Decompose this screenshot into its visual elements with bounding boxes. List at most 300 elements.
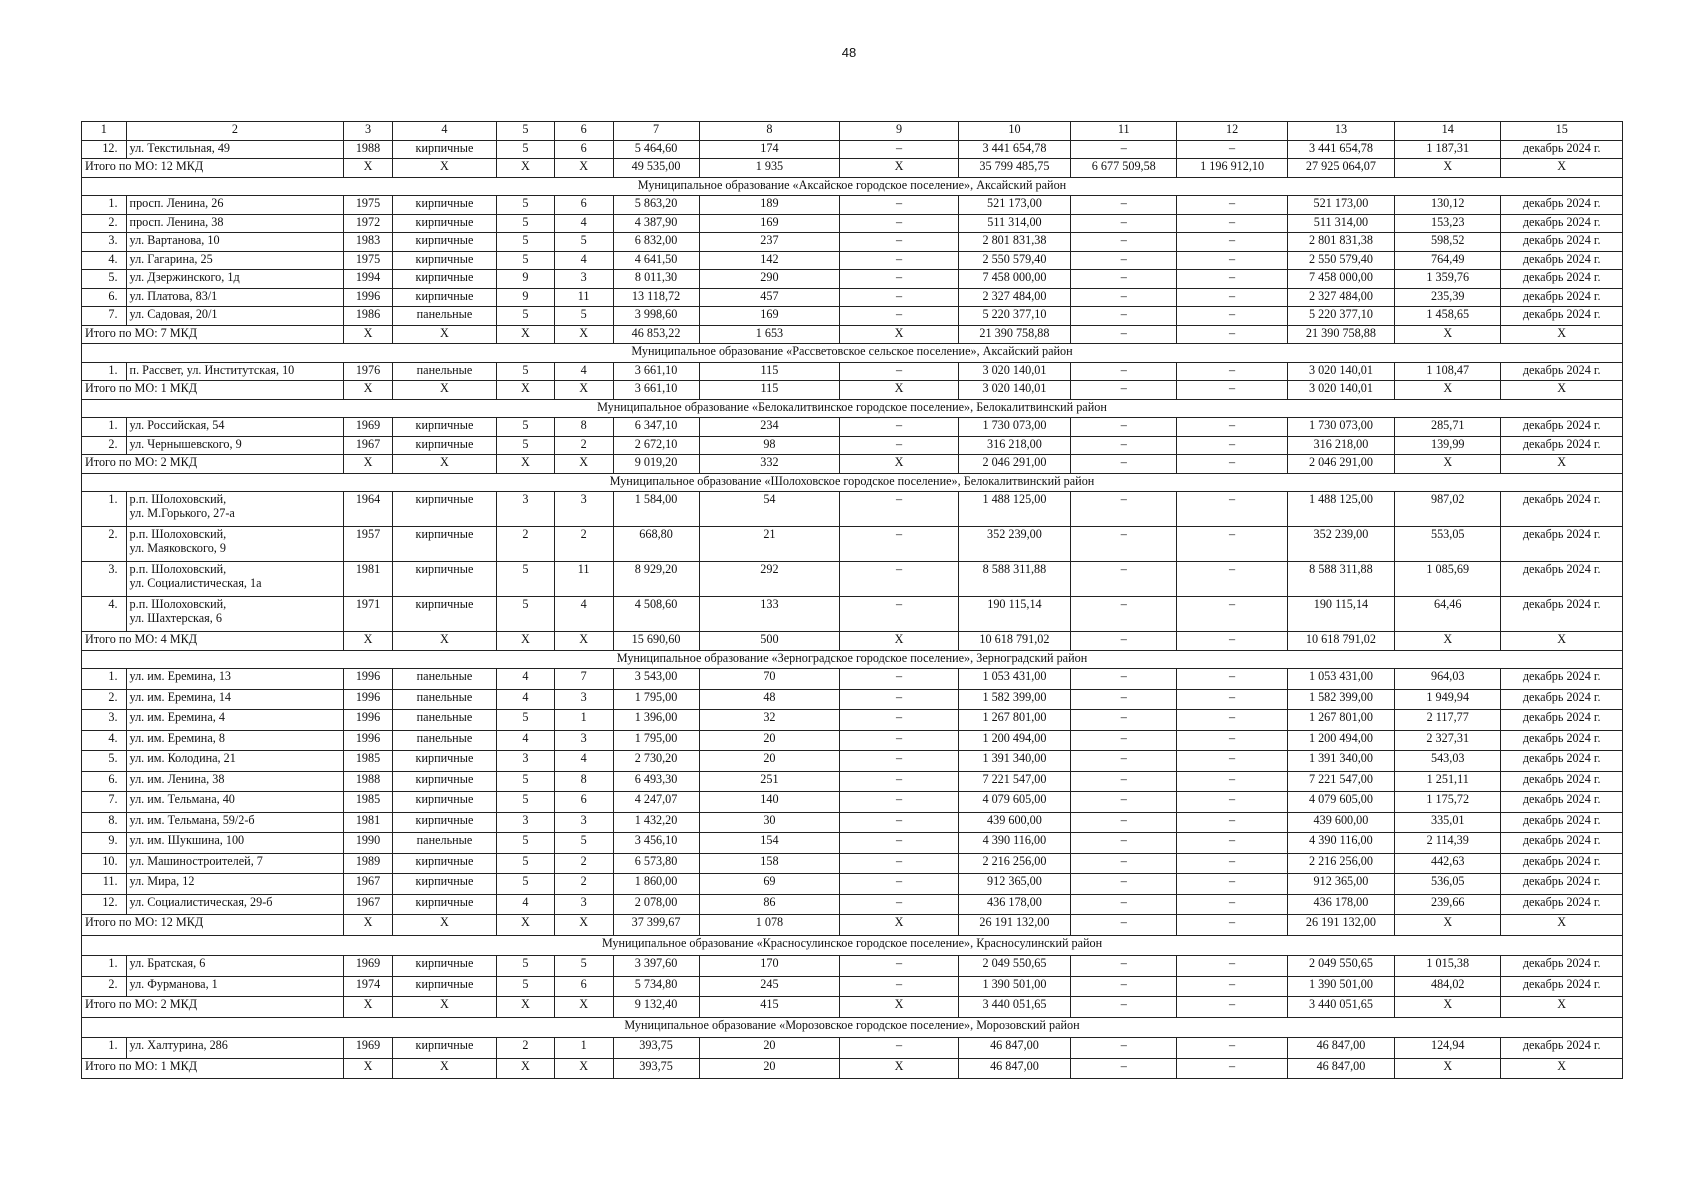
cell-col-11: – (1071, 307, 1177, 326)
table-row (82, 251, 1623, 270)
cell-col-13: 2 550 579,40 (1287, 251, 1394, 270)
cell-col-9: – (840, 597, 958, 632)
cell-col-10: 1 200 494,00 (958, 730, 1070, 751)
cell-col-5: 5 (497, 418, 555, 437)
subtotal-cell-5: X (497, 997, 555, 1018)
cell-col-5: 5 (497, 710, 555, 731)
table-row (82, 527, 1623, 562)
column-number-15: 15 (1501, 122, 1623, 141)
cell-col-13: 2 216 256,00 (1287, 853, 1394, 874)
cell-col-9: – (840, 894, 958, 915)
address-cell: ул. Фурманова, 1 (126, 976, 344, 997)
subtotal-cell-9: X (840, 455, 958, 474)
cell-col-15: декабрь 2024 г. (1501, 436, 1623, 455)
cell-col-6: 8 (554, 771, 613, 792)
cell-col-13: 1 391 340,00 (1287, 751, 1394, 772)
cell-col-13: 2 801 831,38 (1287, 233, 1394, 252)
cell-col-6: 11 (554, 288, 613, 307)
cell-col-13: 352 239,00 (1287, 527, 1394, 562)
subtotal-cell-3: X (344, 159, 393, 178)
subtotal-cell-12: – (1177, 455, 1287, 474)
cell-col-11: – (1071, 214, 1177, 233)
cell-col-7: 13 118,72 (613, 288, 699, 307)
subtotal-row (82, 915, 1623, 936)
cell-col-12: – (1177, 362, 1287, 381)
cell-col-13: 2 327 484,00 (1287, 288, 1394, 307)
subtotal-cell-13: 2 046 291,00 (1287, 455, 1394, 474)
cell-col-8: 69 (699, 874, 840, 895)
cell-col-15: декабрь 2024 г. (1501, 894, 1623, 915)
cell-col-7: 5 734,80 (613, 976, 699, 997)
address-cell: ул. Текстильная, 49 (126, 140, 344, 159)
cell-col-15: декабрь 2024 г. (1501, 270, 1623, 289)
address-line-2: ул. Маяковского, 9 (129, 541, 226, 555)
subtotal-cell-14: X (1395, 325, 1501, 344)
subtotal-cell-11: – (1071, 455, 1177, 474)
cell-col-13: 1 582 399,00 (1287, 689, 1394, 710)
subtotal-cell-7: 49 535,00 (613, 159, 699, 178)
cell-col-9: – (840, 233, 958, 252)
cell-col-12: – (1177, 492, 1287, 527)
cell-col-6: 3 (554, 894, 613, 915)
subtotal-cell-10: 3 020 140,01 (958, 381, 1070, 400)
cell-col-8: 32 (699, 710, 840, 731)
municipality-name: Муниципальное образование «Аксайское городское поселение», Аксайский район (82, 177, 1623, 196)
subtotal-cell-7: 3 661,10 (613, 381, 699, 400)
cell-col-10: 5 220 377,10 (958, 307, 1070, 326)
subtotal-cell-3: X (344, 325, 393, 344)
cell-col-11: – (1071, 251, 1177, 270)
cell-col-10: 2 327 484,00 (958, 288, 1070, 307)
cell-col-14: 124,94 (1395, 1038, 1501, 1059)
row-number: 5. (82, 751, 127, 772)
cell-col-10: 3 441 654,78 (958, 140, 1070, 159)
subtotal-cell-15: X (1501, 915, 1623, 936)
column-number-5: 5 (497, 122, 555, 141)
subtotal-cell-6: X (554, 159, 613, 178)
table-row (82, 1038, 1623, 1059)
cell-col-9: – (840, 196, 958, 215)
address-cell (126, 562, 344, 597)
subtotal-row (82, 632, 1623, 651)
cell-col-8: 169 (699, 214, 840, 233)
cell-col-9: – (840, 710, 958, 731)
cell-col-4: кирпичные (392, 140, 496, 159)
subtotal-row (82, 159, 1623, 178)
cell-col-12: – (1177, 233, 1287, 252)
cell-col-13: 4 390 116,00 (1287, 833, 1394, 854)
cell-col-7: 3 998,60 (613, 307, 699, 326)
subtotal-cell-14: X (1395, 1058, 1501, 1079)
cell-col-5: 2 (497, 527, 555, 562)
cell-col-6: 5 (554, 307, 613, 326)
cell-col-12: – (1177, 214, 1287, 233)
cell-col-15: декабрь 2024 г. (1501, 833, 1623, 854)
column-number-4: 4 (392, 122, 496, 141)
cell-col-10: 3 020 140,01 (958, 362, 1070, 381)
municipality-header-row (82, 1017, 1623, 1038)
cell-col-12: – (1177, 853, 1287, 874)
table-row (82, 771, 1623, 792)
cell-col-15: декабрь 2024 г. (1501, 418, 1623, 437)
subtotal-cell-6: X (554, 1058, 613, 1079)
address-cell: ул. им. Ленина, 38 (126, 771, 344, 792)
cell-col-12: – (1177, 976, 1287, 997)
cell-col-7: 1 432,20 (613, 812, 699, 833)
address-cell: п. Рассвет, ул. Институтская, 10 (126, 362, 344, 381)
cell-col-12: – (1177, 812, 1287, 833)
table-row (82, 710, 1623, 731)
housing-repair-table (81, 121, 1623, 1079)
cell-col-3: 1975 (344, 251, 393, 270)
table-body (82, 122, 1623, 1079)
cell-col-12: – (1177, 751, 1287, 772)
subtotal-cell-4: X (392, 381, 496, 400)
subtotal-cell-3: X (344, 1058, 393, 1079)
cell-col-11: – (1071, 812, 1177, 833)
subtotal-cell-12: – (1177, 915, 1287, 936)
cell-col-3: 1988 (344, 771, 393, 792)
subtotal-cell-13: 26 191 132,00 (1287, 915, 1394, 936)
municipality-header-row (82, 650, 1623, 669)
cell-col-6: 3 (554, 689, 613, 710)
cell-col-5: 9 (497, 270, 555, 289)
subtotal-cell-7: 15 690,60 (613, 632, 699, 651)
subtotal-label: Итого по МО: 7 МКД (82, 325, 344, 344)
cell-col-4: кирпичные (392, 562, 496, 597)
subtotal-cell-13: 3 020 140,01 (1287, 381, 1394, 400)
cell-col-8: 20 (699, 730, 840, 751)
cell-col-15: декабрь 2024 г. (1501, 689, 1623, 710)
cell-col-5: 5 (497, 874, 555, 895)
cell-col-9: – (840, 812, 958, 833)
row-number: 8. (82, 812, 127, 833)
cell-col-13: 1 390 501,00 (1287, 976, 1394, 997)
cell-col-7: 8 929,20 (613, 562, 699, 597)
cell-col-9: – (840, 689, 958, 710)
cell-col-14: 1 015,38 (1395, 956, 1501, 977)
cell-col-15: декабрь 2024 г. (1501, 710, 1623, 731)
cell-col-13: 2 049 550,65 (1287, 956, 1394, 977)
cell-col-12: – (1177, 288, 1287, 307)
cell-col-4: кирпичные (392, 956, 496, 977)
row-number: 12. (82, 894, 127, 915)
subtotal-cell-8: 1 935 (699, 159, 840, 178)
cell-col-8: 70 (699, 669, 840, 690)
cell-col-11: – (1071, 270, 1177, 289)
column-number-12: 12 (1177, 122, 1287, 141)
cell-col-4: кирпичные (392, 597, 496, 632)
row-number: 2. (82, 527, 127, 562)
cell-col-9: – (840, 833, 958, 854)
cell-col-12: – (1177, 771, 1287, 792)
cell-col-14: 1 108,47 (1395, 362, 1501, 381)
cell-col-14: 543,03 (1395, 751, 1501, 772)
cell-col-9: – (840, 853, 958, 874)
cell-col-6: 4 (554, 214, 613, 233)
cell-col-5: 5 (497, 833, 555, 854)
subtotal-cell-9: X (840, 381, 958, 400)
cell-col-11: – (1071, 527, 1177, 562)
subtotal-row (82, 455, 1623, 474)
subtotal-cell-13: 46 847,00 (1287, 1058, 1394, 1079)
cell-col-9: – (840, 874, 958, 895)
cell-col-14: 1 187,31 (1395, 140, 1501, 159)
cell-col-13: 3 441 654,78 (1287, 140, 1394, 159)
municipality-header-row (82, 344, 1623, 363)
cell-col-5: 5 (497, 362, 555, 381)
cell-col-12: – (1177, 597, 1287, 632)
cell-col-3: 1957 (344, 527, 393, 562)
cell-col-10: 352 239,00 (958, 527, 1070, 562)
cell-col-15: декабрь 2024 г. (1501, 492, 1623, 527)
cell-col-7: 2 672,10 (613, 436, 699, 455)
municipality-name: Муниципальное образование «Морозовское городское поселение», Морозовский район (82, 1017, 1623, 1038)
subtotal-label: Итого по МО: 2 МКД (82, 455, 344, 474)
cell-col-11: – (1071, 492, 1177, 527)
subtotal-cell-9: X (840, 1058, 958, 1079)
cell-col-7: 4 641,50 (613, 251, 699, 270)
address-cell: ул. им. Еремина, 4 (126, 710, 344, 731)
cell-col-5: 5 (497, 436, 555, 455)
address-cell: просп. Ленина, 38 (126, 214, 344, 233)
cell-col-11: – (1071, 894, 1177, 915)
cell-col-6: 6 (554, 196, 613, 215)
cell-col-5: 5 (497, 251, 555, 270)
subtotal-cell-9: X (840, 997, 958, 1018)
cell-col-3: 1989 (344, 853, 393, 874)
address-cell: ул. им. Колодина, 21 (126, 751, 344, 772)
column-number-3: 3 (344, 122, 393, 141)
cell-col-10: 1 391 340,00 (958, 751, 1070, 772)
cell-col-6: 3 (554, 812, 613, 833)
address-cell: ул. Садовая, 20/1 (126, 307, 344, 326)
subtotal-label: Итого по МО: 12 МКД (82, 915, 344, 936)
subtotal-row (82, 997, 1623, 1018)
row-number: 4. (82, 251, 127, 270)
address-cell: ул. Социалистическая, 29-б (126, 894, 344, 915)
cell-col-11: – (1071, 436, 1177, 455)
subtotal-cell-14: X (1395, 159, 1501, 178)
cell-col-11: – (1071, 730, 1177, 751)
cell-col-3: 1986 (344, 307, 393, 326)
cell-col-8: 237 (699, 233, 840, 252)
subtotal-cell-9: X (840, 632, 958, 651)
cell-col-15: декабрь 2024 г. (1501, 730, 1623, 751)
cell-col-3: 1996 (344, 669, 393, 690)
cell-col-4: панельные (392, 710, 496, 731)
subtotal-cell-15: X (1501, 159, 1623, 178)
cell-col-6: 6 (554, 976, 613, 997)
cell-col-12: – (1177, 710, 1287, 731)
cell-col-12: – (1177, 894, 1287, 915)
cell-col-5: 5 (497, 233, 555, 252)
municipality-name: Муниципальное образование «Рассветовское сельское поселение», Аксайский район (82, 344, 1623, 363)
row-number: 3. (82, 233, 127, 252)
cell-col-13: 7 221 547,00 (1287, 771, 1394, 792)
row-number: 2. (82, 214, 127, 233)
column-number-9: 9 (840, 122, 958, 141)
subtotal-cell-15: X (1501, 325, 1623, 344)
cell-col-13: 8 588 311,88 (1287, 562, 1394, 597)
cell-col-9: – (840, 214, 958, 233)
cell-col-3: 1967 (344, 874, 393, 895)
row-number: 1. (82, 492, 127, 527)
table-row (82, 853, 1623, 874)
address-cell: ул. Дзержинского, 1д (126, 270, 344, 289)
cell-col-14: 1 085,69 (1395, 562, 1501, 597)
table-row (82, 976, 1623, 997)
address-cell: ул. Мира, 12 (126, 874, 344, 895)
cell-col-12: – (1177, 436, 1287, 455)
cell-col-10: 1 730 073,00 (958, 418, 1070, 437)
row-number: 2. (82, 976, 127, 997)
cell-col-6: 1 (554, 710, 613, 731)
address-cell: ул. Вартанова, 10 (126, 233, 344, 252)
row-number: 1. (82, 362, 127, 381)
cell-col-7: 2 730,20 (613, 751, 699, 772)
cell-col-4: кирпичные (392, 976, 496, 997)
cell-col-5: 5 (497, 307, 555, 326)
column-number-11: 11 (1071, 122, 1177, 141)
cell-col-11: – (1071, 597, 1177, 632)
cell-col-4: кирпичные (392, 894, 496, 915)
cell-col-8: 54 (699, 492, 840, 527)
cell-col-15: декабрь 2024 г. (1501, 874, 1623, 895)
cell-col-5: 3 (497, 751, 555, 772)
cell-col-5: 2 (497, 1038, 555, 1059)
cell-col-8: 30 (699, 812, 840, 833)
cell-col-4: кирпичные (392, 418, 496, 437)
cell-col-15: декабрь 2024 г. (1501, 288, 1623, 307)
subtotal-cell-3: X (344, 632, 393, 651)
cell-col-3: 1971 (344, 597, 393, 632)
row-number: 7. (82, 792, 127, 813)
cell-col-7: 6 493,30 (613, 771, 699, 792)
municipality-name: Муниципальное образование «Белокалитвинское городское поселение», Белокалитвинский район (82, 399, 1623, 418)
cell-col-9: – (840, 270, 958, 289)
table-row (82, 689, 1623, 710)
cell-col-13: 3 020 140,01 (1287, 362, 1394, 381)
row-number: 12. (82, 140, 127, 159)
table-row (82, 751, 1623, 772)
cell-col-4: кирпичные (392, 853, 496, 874)
subtotal-cell-10: 2 046 291,00 (958, 455, 1070, 474)
subtotal-row (82, 325, 1623, 344)
cell-col-14: 764,49 (1395, 251, 1501, 270)
cell-col-10: 1 488 125,00 (958, 492, 1070, 527)
subtotal-cell-6: X (554, 381, 613, 400)
cell-col-4: панельные (392, 307, 496, 326)
cell-col-3: 1996 (344, 730, 393, 751)
table-row (82, 669, 1623, 690)
subtotal-cell-11: – (1071, 325, 1177, 344)
row-number: 6. (82, 288, 127, 307)
address-cell: ул. им. Еремина, 13 (126, 669, 344, 690)
subtotal-cell-9: X (840, 325, 958, 344)
municipality-header-row (82, 399, 1623, 418)
cell-col-8: 48 (699, 689, 840, 710)
column-number-2: 2 (126, 122, 344, 141)
subtotal-label: Итого по МО: 1 МКД (82, 1058, 344, 1079)
cell-col-14: 335,01 (1395, 812, 1501, 833)
cell-col-7: 6 573,80 (613, 853, 699, 874)
subtotal-label: Итого по МО: 2 МКД (82, 997, 344, 1018)
subtotal-cell-11: – (1071, 997, 1177, 1018)
table-row (82, 362, 1623, 381)
cell-col-7: 4 387,90 (613, 214, 699, 233)
cell-col-5: 5 (497, 196, 555, 215)
cell-col-5: 4 (497, 894, 555, 915)
row-number: 9. (82, 833, 127, 854)
cell-col-6: 5 (554, 956, 613, 977)
cell-col-11: – (1071, 874, 1177, 895)
cell-col-3: 1996 (344, 710, 393, 731)
address-cell: ул. им. Еремина, 8 (126, 730, 344, 751)
table-row (82, 597, 1623, 632)
cell-col-3: 1969 (344, 418, 393, 437)
cell-col-14: 239,66 (1395, 894, 1501, 915)
subtotal-cell-5: X (497, 1058, 555, 1079)
subtotal-cell-4: X (392, 915, 496, 936)
cell-col-12: – (1177, 562, 1287, 597)
cell-col-4: кирпичные (392, 492, 496, 527)
subtotal-cell-15: X (1501, 997, 1623, 1018)
cell-col-11: – (1071, 233, 1177, 252)
row-number: 10. (82, 853, 127, 874)
subtotal-cell-10: 3 440 051,65 (958, 997, 1070, 1018)
cell-col-11: – (1071, 418, 1177, 437)
cell-col-5: 5 (497, 214, 555, 233)
cell-col-10: 1 390 501,00 (958, 976, 1070, 997)
subtotal-cell-5: X (497, 915, 555, 936)
cell-col-13: 190 115,14 (1287, 597, 1394, 632)
cell-col-15: декабрь 2024 г. (1501, 140, 1623, 159)
cell-col-10: 316 218,00 (958, 436, 1070, 455)
municipality-name: Муниципальное образование «Зерноградское городское поселение», Зерноградский район (82, 650, 1623, 669)
cell-col-6: 11 (554, 562, 613, 597)
column-number-14: 14 (1395, 122, 1501, 141)
cell-col-8: 189 (699, 196, 840, 215)
cell-col-14: 1 251,11 (1395, 771, 1501, 792)
address-line-1: р.п. Шолоховский, (129, 562, 227, 576)
subtotal-cell-12: 1 196 912,10 (1177, 159, 1287, 178)
subtotal-cell-11: 6 677 509,58 (1071, 159, 1177, 178)
subtotal-cell-13: 21 390 758,88 (1287, 325, 1394, 344)
cell-col-4: панельные (392, 730, 496, 751)
cell-col-3: 1985 (344, 792, 393, 813)
cell-col-7: 668,80 (613, 527, 699, 562)
cell-col-6: 8 (554, 418, 613, 437)
cell-col-11: – (1071, 771, 1177, 792)
subtotal-cell-10: 21 390 758,88 (958, 325, 1070, 344)
subtotal-cell-14: X (1395, 381, 1501, 400)
subtotal-cell-14: X (1395, 915, 1501, 936)
cell-col-9: – (840, 792, 958, 813)
cell-col-8: 98 (699, 436, 840, 455)
table-row (82, 436, 1623, 455)
cell-col-12: – (1177, 874, 1287, 895)
cell-col-7: 1 396,00 (613, 710, 699, 731)
column-number-8: 8 (699, 122, 840, 141)
municipality-header-row (82, 935, 1623, 956)
cell-col-4: кирпичные (392, 792, 496, 813)
cell-col-7: 5 863,20 (613, 196, 699, 215)
subtotal-cell-4: X (392, 632, 496, 651)
cell-col-9: – (840, 771, 958, 792)
table-row (82, 812, 1623, 833)
cell-col-3: 1985 (344, 751, 393, 772)
